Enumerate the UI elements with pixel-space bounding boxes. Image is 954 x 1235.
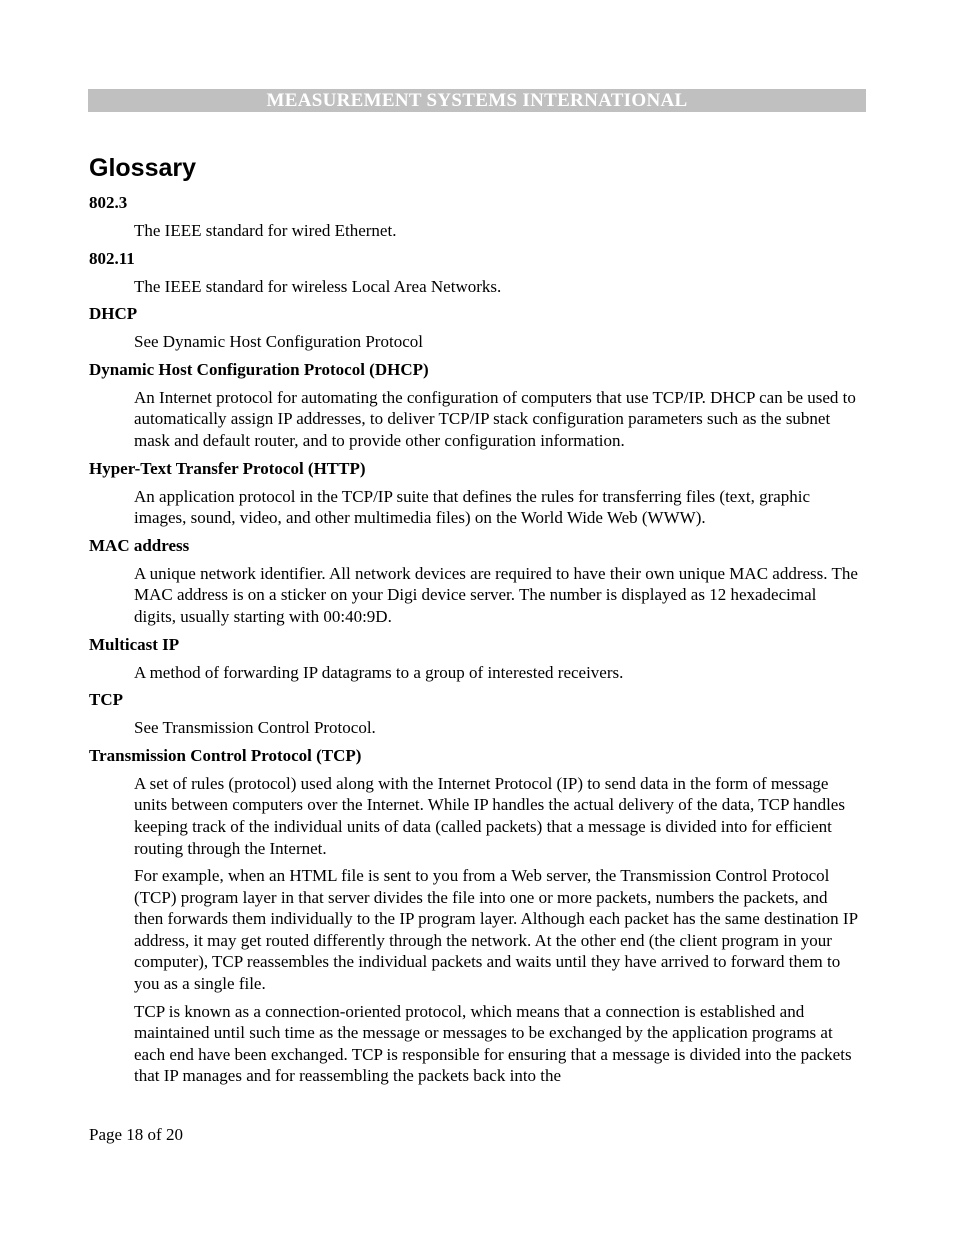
glossary-definition: See Transmission Control Protocol.	[134, 718, 376, 738]
glossary-entry	[89, 535, 859, 628]
glossary-term: Multicast IP	[89, 634, 180, 654]
glossary-term: Dynamic Host Configuration Protocol (DHCP)	[89, 359, 429, 379]
glossary-definition: An application protocol in the TCP/IP suite that defines the rules for transferring files (text, graphic images, sound, video, and other multimedia files) on the World Wide Web (WWW).	[134, 486, 811, 528]
glossary-term: DHCP	[89, 304, 138, 324]
glossary-definition: A unique network identifier. All network devices are required to have their own unique MAC address. The MAC address is on a sticker on your Digi device server. The number is displayed as 12 hexadecimal digits, usually starting with 00:40:9D.	[134, 563, 858, 626]
glossary-entry	[89, 689, 859, 739]
glossary-definition: The IEEE standard for wireless Local Area Networks.	[134, 276, 502, 296]
glossary-definition: The IEEE standard for wired Ethernet.	[134, 221, 397, 240]
glossary-definition: A set of rules (protocol) used along with the Internet Protocol (IP) to send data in the form of message units between computers over the Internet. While IP handles the actual delivery of the data, TCP handles keeping track of the individual units of data (called packets) that a message is divided into for efficient routing through the Internet.	[134, 773, 845, 858]
glossary-entry	[89, 248, 859, 298]
page-number: Page 18 of 20	[89, 1125, 183, 1144]
glossary-term: 802.11	[89, 248, 135, 268]
glossary-entry	[89, 359, 859, 452]
glossary-entry	[89, 745, 859, 1087]
glossary-term: 802.3	[89, 193, 128, 212]
glossary-term: Hyper-Text Transfer Protocol (HTTP)	[89, 458, 366, 478]
header-banner: MEASUREMENT SYSTEMS INTERNATIONAL	[88, 89, 866, 112]
glossary-term: TCP	[89, 690, 123, 710]
glossary-definition: See Dynamic Host Configuration Protocol	[134, 332, 423, 352]
glossary-entry	[89, 634, 859, 684]
glossary-definition: TCP is known as a connection-oriented protocol, which means that a connection is established and maintained until such time as the message or messages to be exchanged by the application programs at each end have been exchanged. TCP is responsible for ensuring that a message is divided into the packets that IP manages and for reassembling the packets back into the	[134, 1001, 852, 1086]
glossary-definition: An Internet protocol for automating the configuration of computers that use TCP/IP. DHCP can be used to automatically assign IP addresses, to deliver TCP/IP stack configuration parameters such as the subnet mask and default router, and to provide other configuration information.	[134, 387, 856, 450]
glossary-entry	[89, 303, 859, 353]
glossary-definition: For example, when an HTML file is sent to you from a Web server, the Transmission Control Protocol (TCP) program layer in that server divides the file into one or more packets, numbers the packets, and then forwards them individually to the IP program layer. Although each packet has the same destination IP address, it may get routed differently through the network. At the other end (the client program in your computer), TCP reassembles the individual packets and waits until they have arrived to forward them to you as a single file.	[134, 866, 858, 994]
glossary-definition: A method of forwarding IP datagrams to a group of interested receivers.	[134, 662, 624, 682]
glossary-entry	[89, 192, 859, 242]
glossary-content	[89, 152, 859, 1093]
glossary-term: Transmission Control Protocol (TCP)	[89, 745, 362, 765]
page-title: Glossary	[89, 154, 197, 182]
glossary-entry	[89, 458, 859, 529]
glossary-term: MAC address	[89, 535, 190, 555]
